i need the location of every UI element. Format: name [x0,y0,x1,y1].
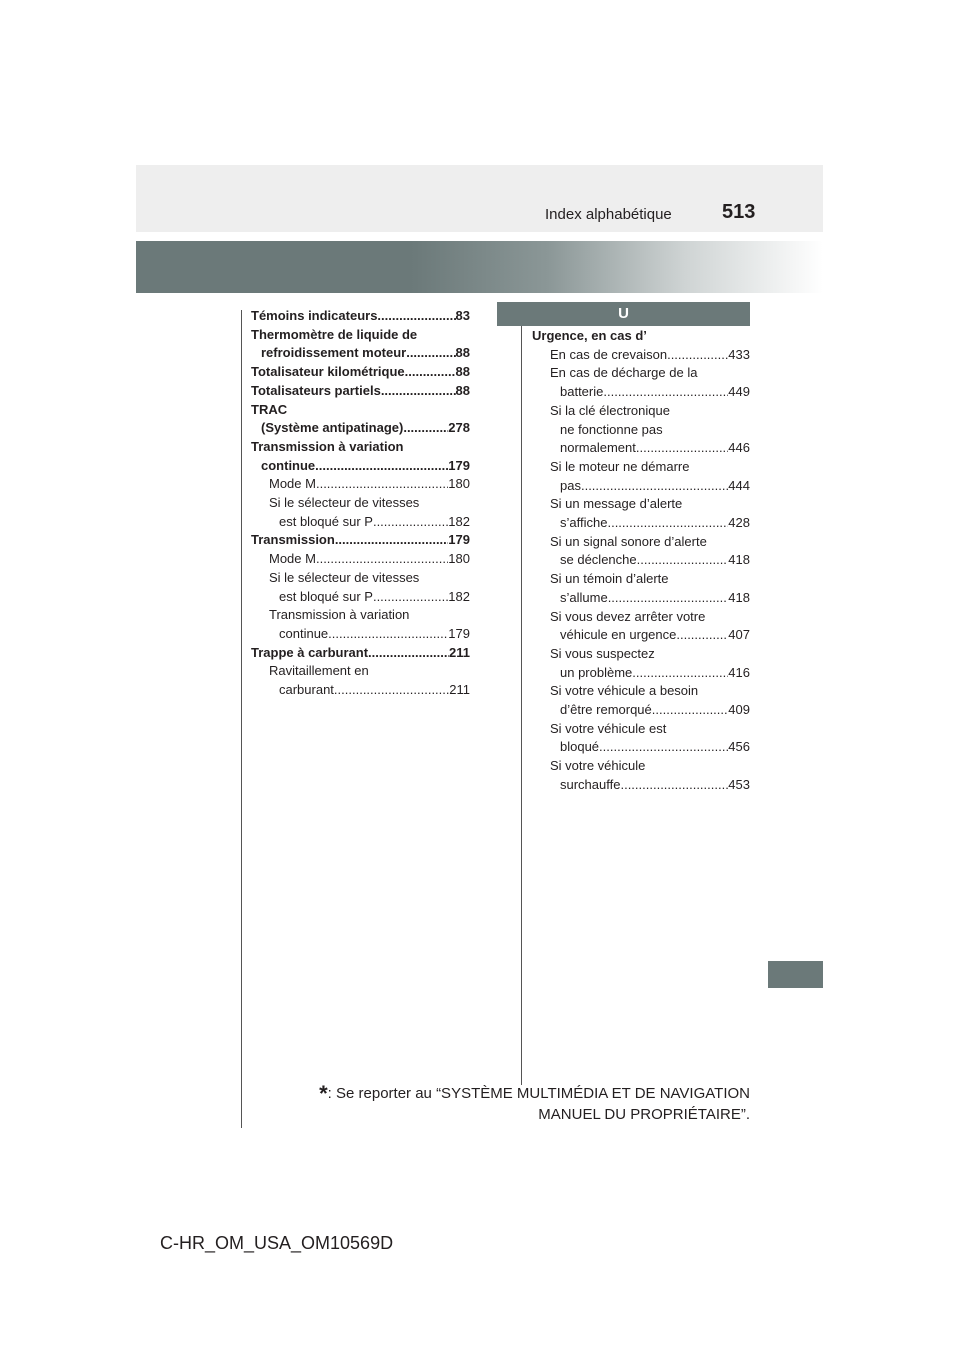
index-entry-label: En cas de décharge de la [550,365,698,381]
footnote-marker: * [319,1081,328,1106]
index-entry-page: 180 [448,476,470,492]
index-entry-label: Si la clé électronique [550,402,670,418]
index-entry [251,419,470,438]
dot-leader [636,439,728,458]
index-entry-page: 180 [448,551,470,567]
index-entry [251,457,470,476]
index-entry [532,458,750,477]
index-entry-label: Transmission à variation [269,607,410,623]
index-entry [251,588,470,607]
index-entry-page: 428 [728,515,750,531]
index-entry-label: Mode M [269,476,316,492]
footnote-line-2: MANUEL DU PROPRIÉTAIRE”. [538,1106,750,1123]
index-entry-page: 409 [728,702,750,718]
index-entry [532,346,750,365]
index-entry-label: est bloqué sur P [279,513,373,529]
index-entry-page: 179 [448,457,470,473]
footnote-line-1 [300,1083,750,1104]
index-entry [532,738,750,757]
index-entry-label: Urgence, en cas d’ [532,328,647,343]
index-entry-label: refroidissement moteur [261,345,407,361]
index-entry [251,625,470,644]
dot-leader [316,475,448,494]
index-entry-page: 211 [449,644,470,660]
dot-leader [315,457,448,476]
index-entry [251,494,470,513]
index-entry-page: 446 [728,440,750,456]
index-entry-label: Totalisateurs partiels [251,382,381,398]
index-entry [532,383,750,402]
index-entry [532,608,750,627]
footnote-text-1: : Se reporter au “SYSTÈME MULTIMÉDIA ET DE NAVIGATION [327,1085,750,1102]
index-entry-page: 179 [448,625,470,641]
index-entry-label: Si le sélecteur de vitesses [269,569,420,585]
index-entry-label: pas [560,477,581,493]
index-entry [251,438,470,457]
index-entry-label: Ravitaillement en [269,663,369,679]
dot-leader [316,550,448,569]
index-entry-label: Transmission à variation [251,438,404,454]
index-entry [251,644,470,663]
dot-leader [632,664,728,683]
index-entry [532,570,750,589]
dot-leader [667,346,728,365]
header-band [136,165,823,232]
index-entry-label: Si vous devez arrêter votre [550,608,706,624]
letter-heading-u: U [497,302,750,326]
dot-leader [607,514,728,533]
index-entry-page: 88 [455,382,470,398]
index-entry [532,551,750,570]
index-entry [251,606,470,625]
index-entry-label: surchauffe [560,776,621,792]
index-entry-label: Transmission [251,532,335,548]
index-entry-label: ne fonctionne pas [560,421,663,437]
index-entry [251,550,470,569]
dot-leader [403,419,448,438]
dot-leader [368,644,449,663]
index-entry-label: Totalisateur kilométrique [251,364,405,380]
index-entry-label: Trappe à carburant [251,644,369,660]
dot-leader [381,382,456,401]
index-entry [532,626,750,645]
index-entry-page: 182 [448,513,470,529]
dot-leader [334,681,449,700]
dot-leader [581,477,728,496]
dot-leader [603,383,728,402]
index-entry-page: 456 [728,739,750,755]
index-entry-label: continue [279,625,329,641]
index-entry [532,421,750,440]
index-entry-label: Si un message d’alerte [550,496,683,512]
index-entry [251,363,470,382]
dot-leader [406,344,455,363]
index-entry-label: Témoins indicateurs [251,308,378,323]
index-entry-label: Si vous suspectez [550,645,655,661]
index-entry [251,569,470,588]
dot-leader [373,588,448,607]
index-entry-label: s’affiche [560,515,608,531]
thumb-index-tab [768,961,823,988]
dot-leader [373,513,448,532]
dot-leader [599,738,728,757]
index-entry-label: véhicule en urgence [560,627,677,643]
index-entry [532,720,750,739]
page-number: 513 [722,201,756,223]
index-entry [532,477,750,496]
index-entry [532,664,750,683]
index-entry-label: bloqué [560,739,600,755]
left-column-rule [241,310,242,1128]
index-entry [532,439,750,458]
index-entry [532,776,750,795]
index-entry-page: 88 [455,345,470,361]
left-index-column [251,307,470,700]
index-entry-label: carburant [279,682,334,698]
index-entry-label: continue [261,457,316,473]
index-entry [532,645,750,664]
index-entry-label: Si un signal sonore d’alerte [550,533,707,549]
index-entry-label: Si votre véhicule [550,758,646,774]
index-entry-label: Si le sélecteur de vitesses [269,495,420,511]
index-entry [251,326,470,345]
index-entry-label: batterie [560,384,604,400]
index-entry [532,327,750,346]
index-entry [251,662,470,681]
index-entry-page: 444 [728,477,750,493]
index-entry-page: 278 [448,420,470,436]
index-entry [251,513,470,532]
middle-column-rule [521,310,522,1085]
index-entry-page: 211 [449,682,470,698]
index-entry-page: 418 [728,589,750,605]
index-entry [532,757,750,776]
index-entry-label: normalement [560,440,636,456]
dot-leader [405,363,456,382]
index-entry-page: 433 [728,346,750,362]
dot-leader [377,307,455,326]
index-entry [532,682,750,701]
index-entry [251,681,470,700]
index-entry-page: 182 [448,588,470,604]
index-entry-label: s’allume [560,589,608,605]
index-entry-label: se déclenche [560,552,637,568]
index-entry [532,495,750,514]
index-entry [532,533,750,552]
index-entry-page: 179 [448,532,470,548]
index-entry [532,701,750,720]
index-entry [251,307,470,326]
right-index-column [532,327,750,795]
index-entry-page: 88 [455,364,470,380]
section-title: Index alphabétique [545,206,672,223]
index-entry-label: un problème [560,664,633,680]
index-entry [251,344,470,363]
index-entry-page: 418 [728,552,750,568]
index-entry-label: TRAC [251,401,288,417]
header-gradient-bar [136,241,823,293]
index-entry-page: 407 [728,627,750,643]
footnote [300,1083,750,1125]
index-entry-label: Si un témoin d’alerte [550,571,669,587]
document-code: C-HR_OM_USA_OM10569D [160,1233,394,1253]
dot-leader [328,625,448,644]
index-entry [251,382,470,401]
index-entry-page: 416 [728,664,750,680]
index-entry-label: Si votre véhicule est [550,720,667,736]
dot-leader [637,551,729,570]
index-entry-label: Si votre véhicule a besoin [550,683,699,699]
index-entry-label: Mode M [269,551,316,567]
index-entry [532,402,750,421]
index-entry-label: En cas de crevaison [550,346,668,362]
index-entry-page: 83 [455,308,470,323]
dot-leader [620,776,728,795]
dot-leader [676,626,728,645]
dot-leader [652,701,729,720]
index-entry-label: Thermomètre de liquide de [251,326,418,342]
index-entry-label: d’être remorqué [560,702,652,718]
index-entry [251,531,470,550]
index-entry [532,514,750,533]
index-entry-page: 453 [728,776,750,792]
index-entry-label: est bloqué sur P [279,588,373,604]
index-entry-page: 449 [728,384,750,400]
dot-leader [335,531,448,550]
index-entry-label: (Système antipatinage) [261,420,404,436]
index-entry [532,364,750,383]
index-entry-label: Si le moteur ne démarre [550,458,690,474]
dot-leader [608,589,729,608]
index-entry [532,589,750,608]
index-entry [251,401,470,420]
index-entry [251,475,470,494]
